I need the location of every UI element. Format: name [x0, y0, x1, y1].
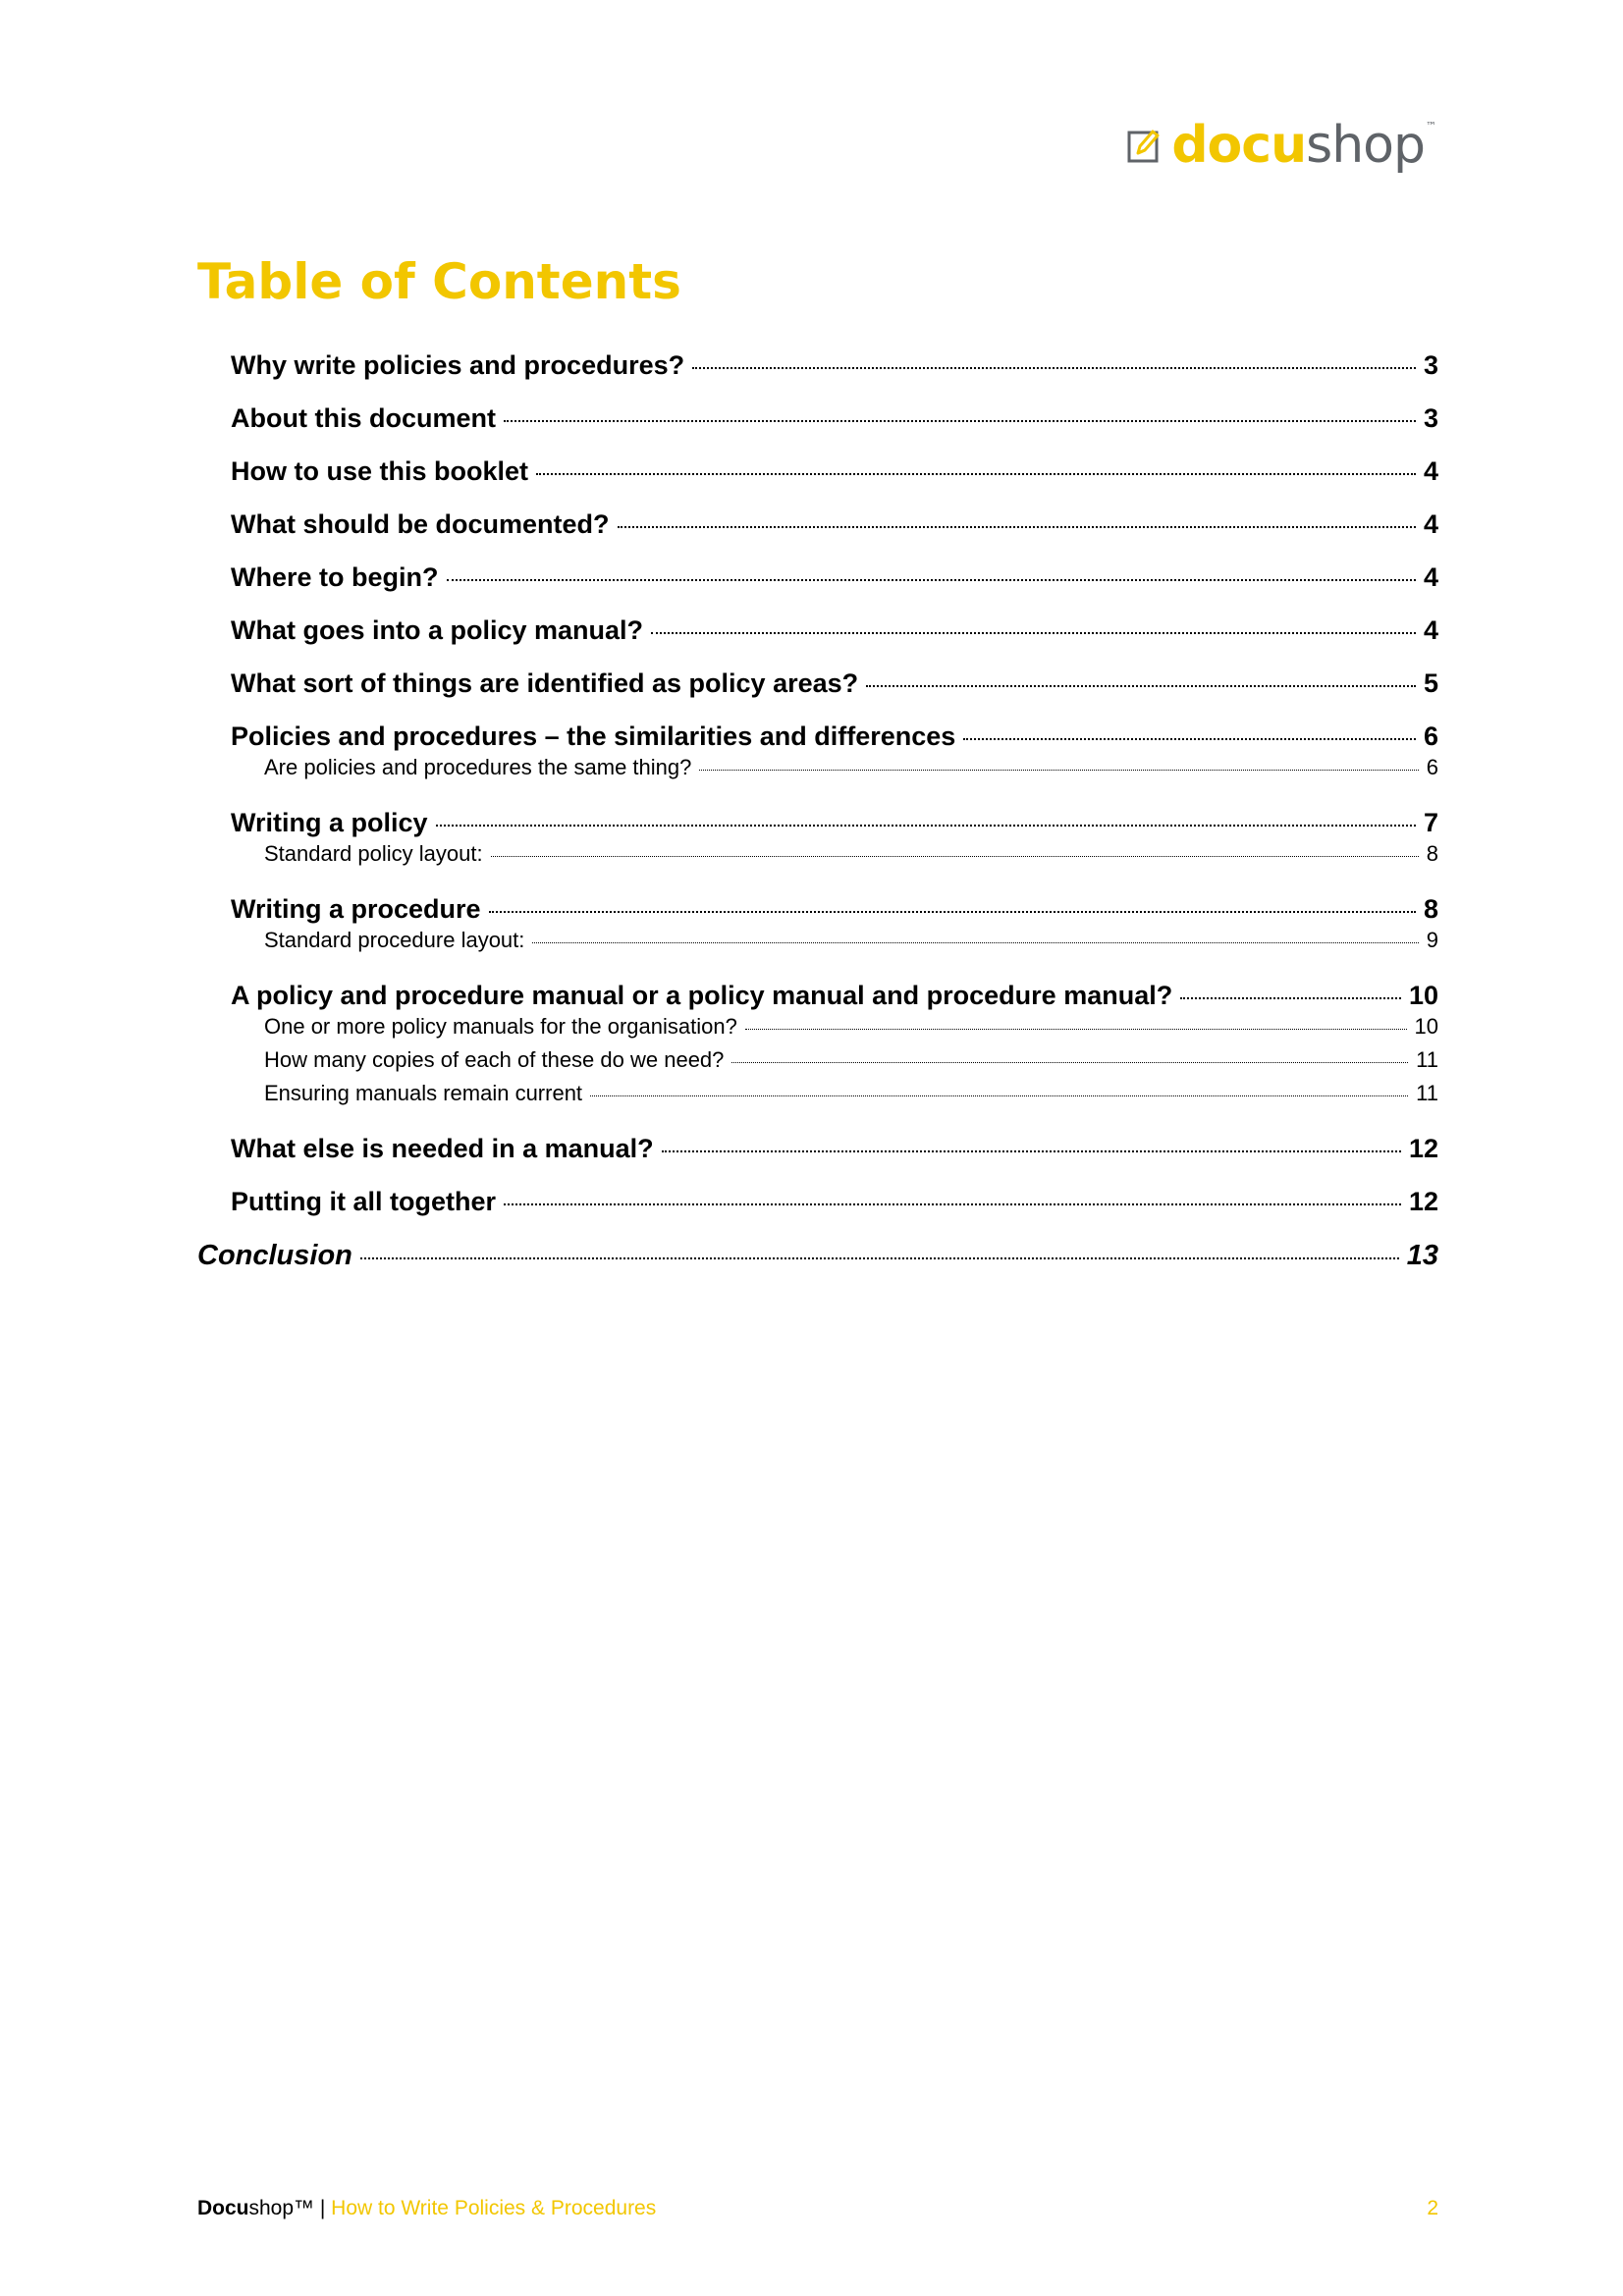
dot-leader	[436, 825, 1416, 827]
toc-entry[interactable]	[231, 339, 1438, 392]
page-title: Table of Contents	[197, 253, 681, 310]
dot-leader	[360, 1257, 1399, 1259]
toc-entry-page: 7	[1420, 796, 1438, 849]
toc-entry-page: 9	[1423, 924, 1438, 957]
dot-leader	[699, 770, 1418, 771]
dot-leader	[963, 738, 1416, 740]
toc-entry[interactable]	[231, 604, 1438, 657]
dot-leader	[692, 367, 1416, 369]
toc-entry-label: How many copies of each of these do we need?	[264, 1043, 728, 1077]
toc-entry-label: About this document	[231, 392, 500, 445]
toc-entry-page: 4	[1420, 498, 1438, 551]
toc-entry-label: Why write policies and procedures?	[231, 339, 688, 392]
dot-leader	[731, 1062, 1408, 1063]
dot-leader	[447, 579, 1416, 581]
toc-entry[interactable]	[264, 1077, 1438, 1110]
toc-entry-label: Writing a policy	[231, 796, 432, 849]
toc-entry-page: 13	[1403, 1228, 1438, 1283]
page-number: 2	[1427, 2197, 1438, 2219]
toc-entry[interactable]	[231, 657, 1438, 710]
toc-entry-page: 4	[1420, 551, 1438, 604]
toc-entry-label: Where to begin?	[231, 551, 443, 604]
toc-entry-page: 5	[1420, 657, 1438, 710]
toc-entry-label: Are policies and procedures the same thing?	[264, 751, 695, 784]
toc-entry-page: 12	[1405, 1175, 1438, 1228]
table-of-contents	[197, 339, 1438, 1283]
toc-entry-label: Writing a procedure	[231, 882, 485, 935]
toc-entry-page: 11	[1412, 1077, 1438, 1110]
dot-leader	[618, 526, 1416, 528]
toc-entry[interactable]	[264, 837, 1438, 871]
dot-leader	[491, 856, 1419, 857]
dot-leader	[1180, 997, 1401, 999]
toc-entry-page: 11	[1412, 1043, 1438, 1077]
toc-entry-page: 4	[1420, 445, 1438, 498]
toc-entry-page: 4	[1420, 604, 1438, 657]
toc-entry[interactable]	[231, 551, 1438, 604]
toc-entry-page: 12	[1405, 1122, 1438, 1175]
toc-entry-label: A policy and procedure manual or a policy manual and procedure manual?	[231, 969, 1176, 1022]
toc-entry-label: Standard procedure layout:	[264, 924, 528, 957]
dot-leader	[866, 685, 1416, 687]
toc-entry-label: What goes into a policy manual?	[231, 604, 647, 657]
toc-entry-label: Ensuring manuals remain current	[264, 1077, 586, 1110]
toc-entry-page: 8	[1423, 837, 1438, 871]
toc-entry[interactable]	[197, 1228, 1438, 1283]
toc-entry-page: 10	[1411, 1010, 1438, 1043]
docushop-logo	[1126, 116, 1436, 175]
toc-entry-label: Conclusion	[197, 1228, 356, 1283]
toc-entry-page: 6	[1420, 710, 1438, 763]
page-footer	[197, 2197, 1438, 2220]
toc-entry[interactable]	[264, 924, 1438, 957]
toc-entry-page: 3	[1420, 392, 1438, 445]
dot-leader	[504, 420, 1416, 422]
toc-entry-page: 6	[1423, 751, 1438, 784]
toc-entry-label: Policies and procedures – the similarities and differences	[231, 710, 959, 763]
dot-leader	[504, 1203, 1401, 1205]
footer-doc-title: How to Write Policies & Procedures	[331, 2197, 657, 2219]
pencil-document-icon	[1126, 127, 1163, 164]
trademark-symbol: ™	[1426, 120, 1436, 133]
toc-entry-page: 10	[1405, 969, 1438, 1022]
logo-wordmark: docushop	[1171, 116, 1425, 175]
toc-entry-label: What else is needed in a manual?	[231, 1122, 658, 1175]
toc-entry[interactable]	[231, 1122, 1438, 1175]
toc-entry[interactable]	[231, 392, 1438, 445]
toc-entry-label: What sort of things are identified as policy areas?	[231, 657, 862, 710]
footer-brand: Docushop™ | How to Write Policies & Procedures	[197, 2197, 657, 2219]
toc-entry-page: 8	[1420, 882, 1438, 935]
toc-entry-label: Standard policy layout:	[264, 837, 487, 871]
toc-entry[interactable]	[264, 1043, 1438, 1077]
dot-leader	[745, 1029, 1407, 1030]
toc-entry[interactable]	[231, 498, 1438, 551]
toc-entry-label: Putting it all together	[231, 1175, 500, 1228]
toc-entry-page: 3	[1420, 339, 1438, 392]
toc-entry[interactable]	[231, 1175, 1438, 1228]
toc-entry-label: How to use this booklet	[231, 445, 532, 498]
dot-leader	[536, 473, 1416, 475]
toc-entry[interactable]	[231, 445, 1438, 498]
dot-leader	[651, 632, 1416, 634]
dot-leader	[489, 911, 1416, 913]
dot-leader	[590, 1095, 1408, 1096]
toc-entry-label: One or more policy manuals for the organisation?	[264, 1010, 741, 1043]
toc-entry-label: What should be documented?	[231, 498, 614, 551]
dot-leader	[662, 1150, 1401, 1152]
dot-leader	[532, 942, 1418, 943]
